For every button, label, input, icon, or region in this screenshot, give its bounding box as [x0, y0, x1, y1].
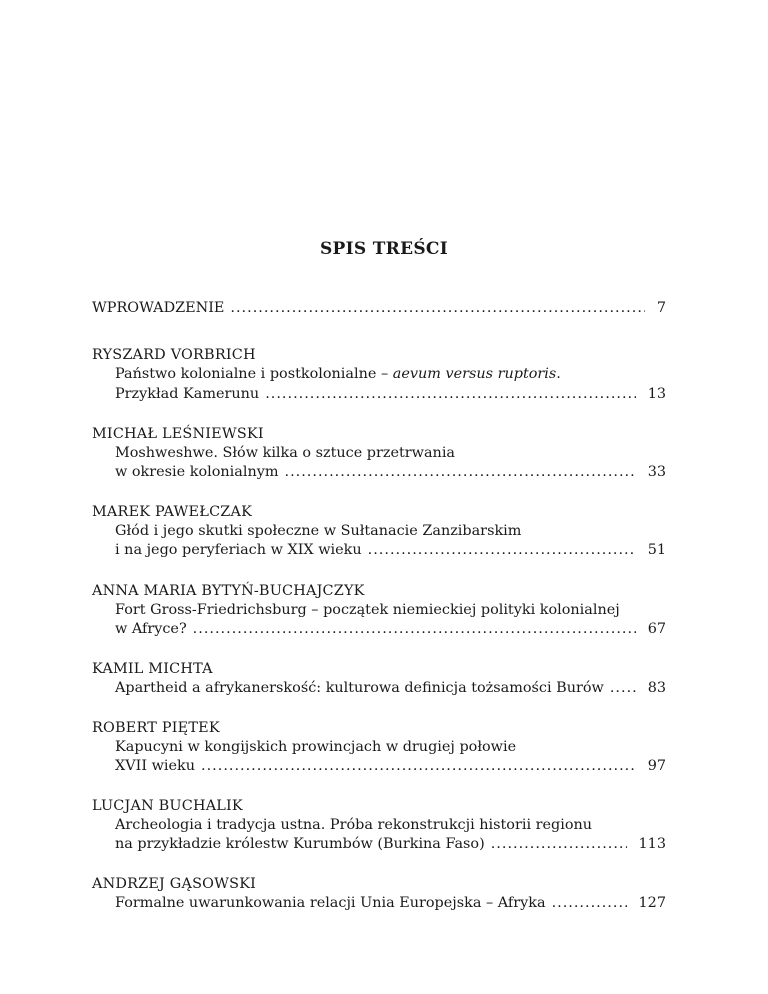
toc-title-line: w Afryce? — [115, 621, 187, 637]
toc-entry[interactable] — [115, 464, 666, 480]
dot-leader — [552, 895, 627, 911]
toc-author: RYSZARD VORBRICH — [92, 347, 256, 363]
toc-title-line: Archeologia i tradycja ustna. Próba rekonstrukcji historii regionu — [115, 817, 593, 833]
toc-title-line: Formalne uwarunkowania relacji Unia Europejska – Afryka — [115, 895, 546, 911]
page-number: 13 — [647, 386, 666, 402]
title-text: Państwo kolonialne i postkolonialne – — [115, 366, 393, 382]
toc-entry[interactable] — [115, 680, 666, 696]
toc-title-line — [115, 366, 615, 382]
toc-title-line: w okresie kolonialnym — [115, 464, 279, 480]
toc-entry[interactable] — [115, 542, 666, 558]
toc-title-line: Moshweshwe. Słów kilka o sztuce przetrwania — [115, 445, 456, 461]
dot-leader — [368, 542, 636, 558]
dot-leader — [265, 386, 635, 402]
toc-author: ANDRZEJ GĄSOWSKI — [92, 876, 257, 892]
toc-title-line: Przykład Kamerunu — [115, 386, 260, 402]
page-number: 51 — [647, 542, 666, 558]
page-number: 83 — [647, 680, 666, 696]
toc-title-line: Apartheid a afrykanerskość: kulturowa definicja tożsamości Burów — [115, 680, 604, 696]
toc-author: LUCJAN BUCHALIK — [92, 798, 243, 814]
dot-leader — [230, 300, 644, 316]
title-italic: aevum versus ruptoris — [392, 366, 557, 382]
dot-leader — [491, 836, 627, 852]
dot-leader — [285, 464, 636, 480]
toc-author: ANNA MARIA BYTYŃ-BUCHAJCZYK — [92, 583, 365, 599]
page-number: 7 — [656, 300, 666, 316]
toc-author: ROBERT PIĘTEK — [92, 720, 220, 736]
dot-leader — [610, 680, 636, 696]
toc-author: MAREK PAWEŁCZAK — [92, 504, 253, 520]
toc-title-line: Głód i jego skutki społeczne w Sułtanacie Zanzibarskim — [115, 523, 522, 539]
page-number: 113 — [638, 836, 666, 852]
toc-title-line: Fort Gross-Friedrichsburg – początek niemieckiej polityki kolonialnej — [115, 602, 620, 618]
toc-title-line: XVII wieku — [115, 758, 196, 774]
toc-entry[interactable] — [115, 895, 666, 911]
dot-leader — [201, 758, 636, 774]
toc-title-line: i na jego peryferiach w XIX wieku — [115, 542, 362, 558]
toc-entry[interactable] — [115, 621, 666, 637]
toc-entry[interactable] — [115, 758, 666, 774]
toc-author: KAMIL MICHTA — [92, 661, 213, 677]
toc-entry-intro[interactable] — [92, 300, 666, 316]
intro-label: WPROWADZENIE — [92, 300, 225, 316]
toc-entry[interactable] — [115, 386, 666, 402]
toc-title-line: na przykładzie królestw Kurumbów (Burkina Faso) — [115, 836, 485, 852]
page-title: SPIS TREŚCI — [319, 239, 448, 259]
toc-entry[interactable] — [115, 836, 666, 852]
dot-leader — [193, 621, 636, 637]
page-number: 67 — [647, 621, 666, 637]
page-number: 97 — [647, 758, 666, 774]
page-number: 127 — [638, 895, 666, 911]
toc-title-line: Kapucyni w kongijskich prowincjach w drugiej połowie — [115, 739, 517, 755]
toc-author: MICHAŁ LEŚNIEWSKI — [92, 426, 264, 442]
title-text: . — [556, 366, 561, 382]
page-number: 33 — [647, 464, 666, 480]
